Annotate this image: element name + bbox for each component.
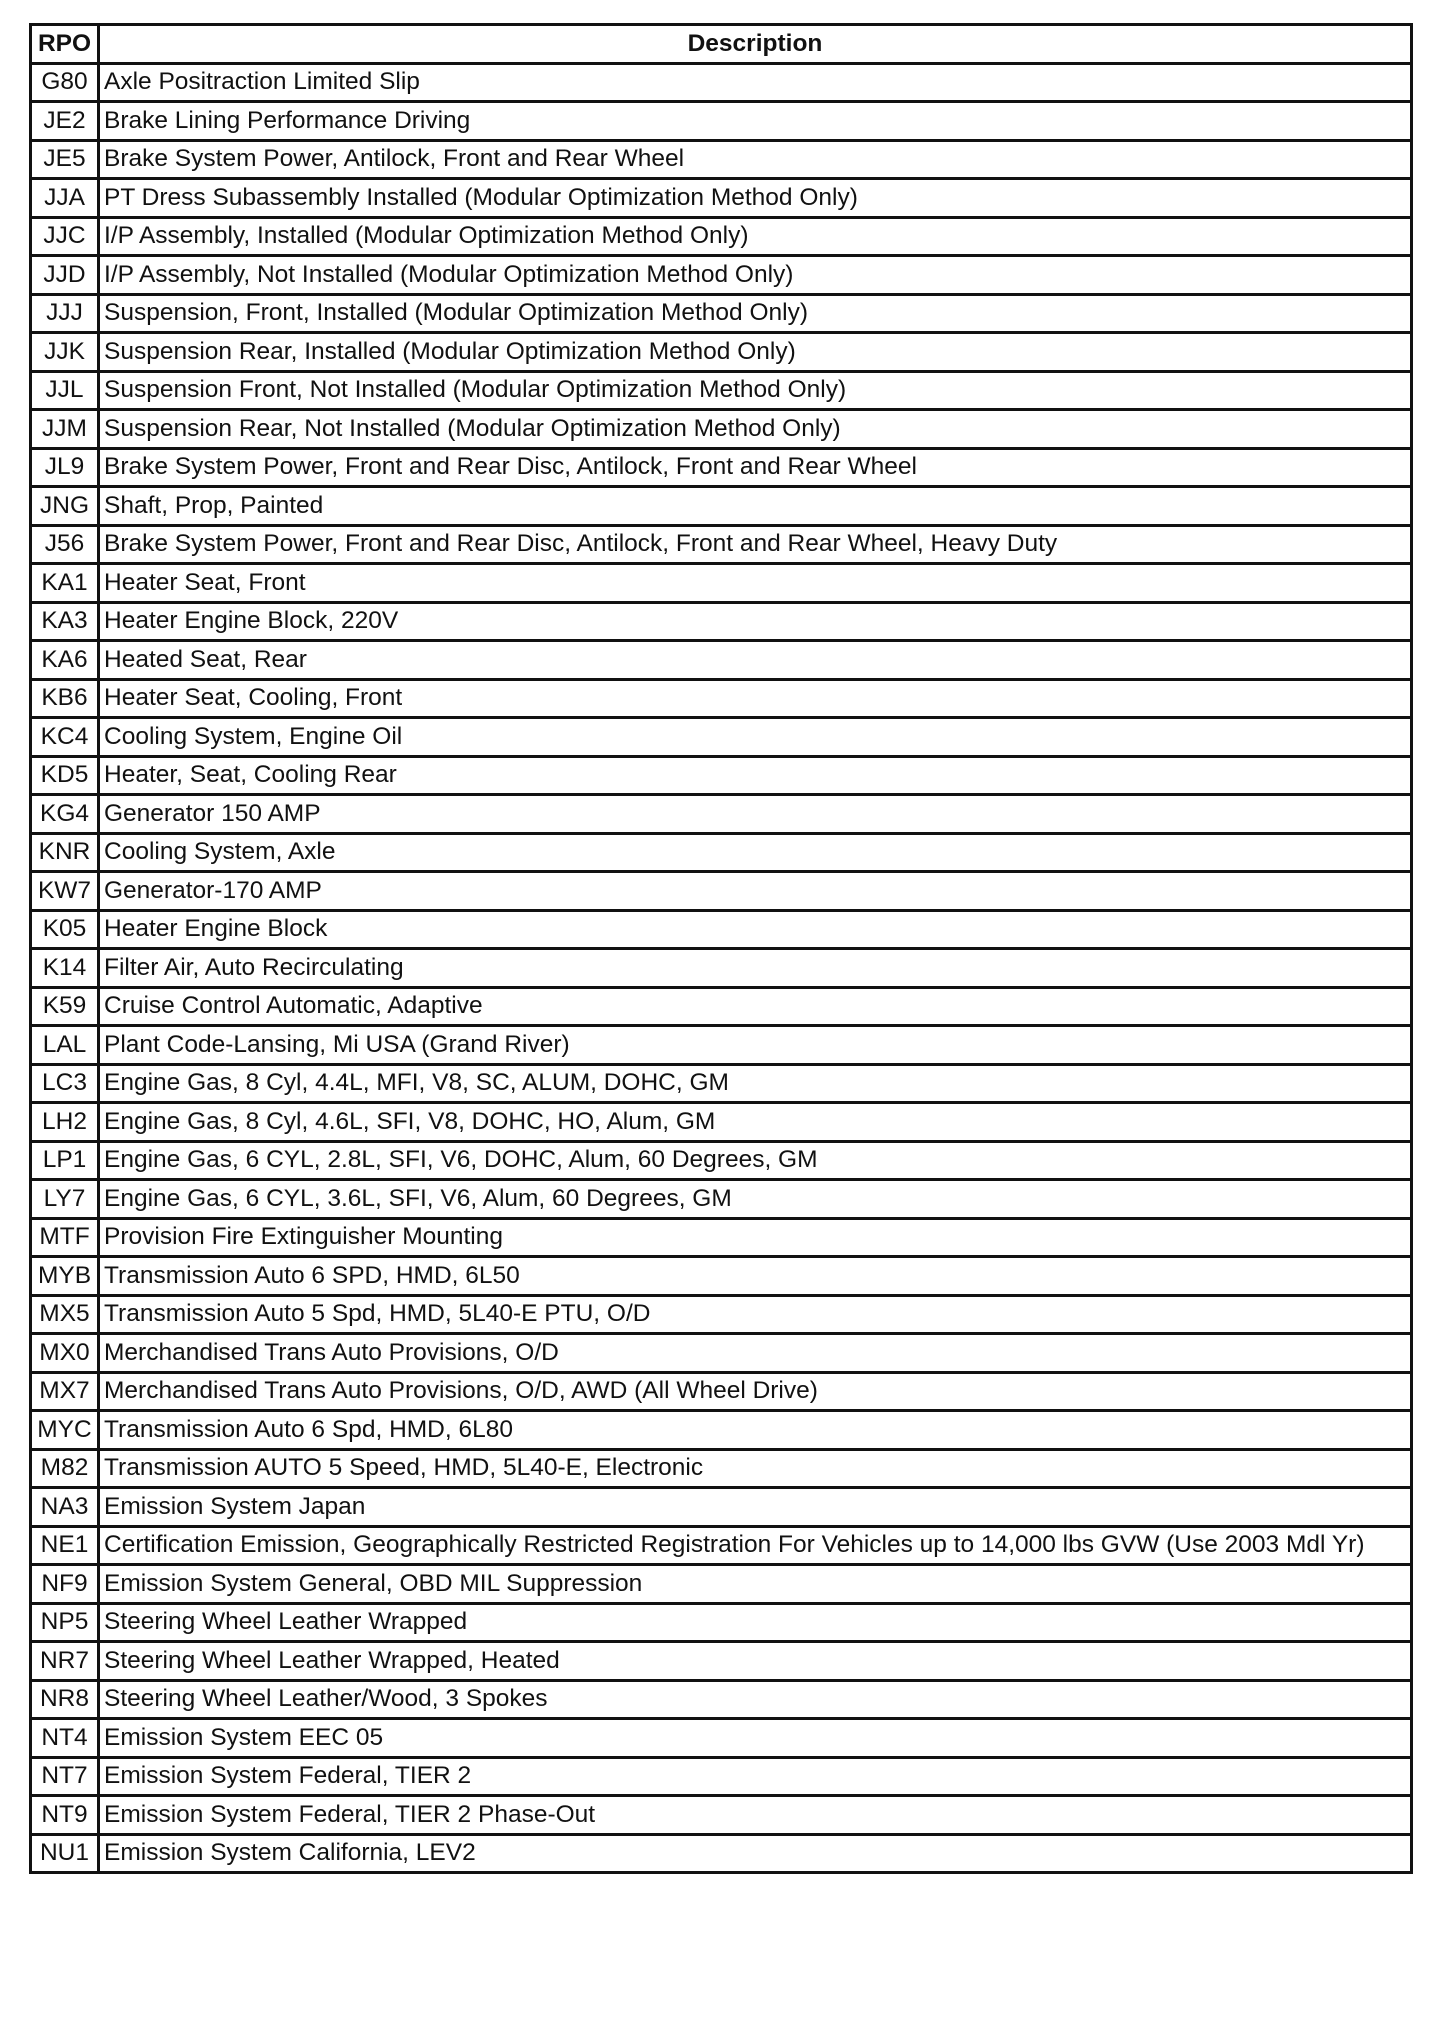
table-row xyxy=(31,1680,1412,1719)
rpo-code-cell: JJD xyxy=(31,256,99,295)
rpo-code-cell: K59 xyxy=(31,987,99,1026)
description-cell: Steering Wheel Leather Wrapped, Heated xyxy=(99,1642,1412,1681)
table-row xyxy=(31,1449,1412,1488)
rpo-code-cell: K14 xyxy=(31,949,99,988)
table-row xyxy=(31,1834,1412,1873)
table-header xyxy=(31,25,1412,64)
table-row xyxy=(31,987,1412,1026)
table-body xyxy=(31,63,1412,1873)
table-row xyxy=(31,564,1412,603)
table-row xyxy=(31,756,1412,795)
table-row xyxy=(31,1719,1412,1758)
description-cell: Generator-170 AMP xyxy=(99,872,1412,911)
rpo-code-cell: NT7 xyxy=(31,1757,99,1796)
description-cell: Transmission Auto 6 Spd, HMD, 6L80 xyxy=(99,1411,1412,1450)
rpo-code-cell: KNR xyxy=(31,833,99,872)
rpo-code-cell: NR8 xyxy=(31,1680,99,1719)
description-cell: Cooling System, Engine Oil xyxy=(99,718,1412,757)
table-row xyxy=(31,1411,1412,1450)
table-row xyxy=(31,179,1412,218)
rpo-code-cell: JJK xyxy=(31,333,99,372)
description-cell: Steering Wheel Leather/Wood, 3 Spokes xyxy=(99,1680,1412,1719)
rpo-code-cell: KA1 xyxy=(31,564,99,603)
rpo-code-cell: JL9 xyxy=(31,448,99,487)
table-row xyxy=(31,949,1412,988)
description-cell: Suspension Rear, Not Installed (Modular Optimization Method Only) xyxy=(99,410,1412,449)
table-row xyxy=(31,1141,1412,1180)
table-row xyxy=(31,1642,1412,1681)
description-cell: Engine Gas, 8 Cyl, 4.4L, MFI, V8, SC, ALUM, DOHC, GM xyxy=(99,1064,1412,1103)
table-row xyxy=(31,1257,1412,1296)
table-row xyxy=(31,448,1412,487)
description-cell: Emission System Federal, TIER 2 Phase-Out xyxy=(99,1796,1412,1835)
rpo-code-cell: KG4 xyxy=(31,795,99,834)
rpo-code-cell: JJJ xyxy=(31,294,99,333)
table-row xyxy=(31,1295,1412,1334)
rpo-code-cell: NR7 xyxy=(31,1642,99,1681)
table-row xyxy=(31,602,1412,641)
header-rpo: RPO xyxy=(31,25,99,64)
description-cell: Emission System Federal, TIER 2 xyxy=(99,1757,1412,1796)
table-row xyxy=(31,1565,1412,1604)
description-cell: Heater Engine Block, 220V xyxy=(99,602,1412,641)
description-cell: Engine Gas, 6 CYL, 3.6L, SFI, V6, Alum, 60 Degrees, GM xyxy=(99,1180,1412,1219)
rpo-code-cell: NT9 xyxy=(31,1796,99,1835)
table-row xyxy=(31,833,1412,872)
rpo-code-cell: NT4 xyxy=(31,1719,99,1758)
description-cell: Heater, Seat, Cooling Rear xyxy=(99,756,1412,795)
description-cell: Brake System Power, Antilock, Front and Rear Wheel xyxy=(99,140,1412,179)
table-row xyxy=(31,1103,1412,1142)
rpo-code-cell: MX7 xyxy=(31,1372,99,1411)
table-row xyxy=(31,294,1412,333)
rpo-code-cell: LP1 xyxy=(31,1141,99,1180)
rpo-code-cell: LH2 xyxy=(31,1103,99,1142)
rpo-code-cell: MYC xyxy=(31,1411,99,1450)
description-cell: Brake System Power, Front and Rear Disc, Antilock, Front and Rear Wheel xyxy=(99,448,1412,487)
rpo-code-cell: KA3 xyxy=(31,602,99,641)
rpo-code-cell: LY7 xyxy=(31,1180,99,1219)
rpo-code-cell: JNG xyxy=(31,487,99,526)
table-row xyxy=(31,1026,1412,1065)
table-row xyxy=(31,718,1412,757)
table-row xyxy=(31,63,1412,102)
description-cell: Brake System Power, Front and Rear Disc, Antilock, Front and Rear Wheel, Heavy Duty xyxy=(99,525,1412,564)
description-cell: Generator 150 AMP xyxy=(99,795,1412,834)
table-row xyxy=(31,333,1412,372)
table-row xyxy=(31,1796,1412,1835)
description-cell: Emission System Japan xyxy=(99,1488,1412,1527)
rpo-code-cell: KD5 xyxy=(31,756,99,795)
rpo-code-cell: J56 xyxy=(31,525,99,564)
rpo-code-cell: JJM xyxy=(31,410,99,449)
description-cell: Suspension, Front, Installed (Modular Optimization Method Only) xyxy=(99,294,1412,333)
description-cell: Merchandised Trans Auto Provisions, O/D xyxy=(99,1334,1412,1373)
rpo-code-cell: KC4 xyxy=(31,718,99,757)
table-row xyxy=(31,1757,1412,1796)
description-cell: Provision Fire Extinguisher Mounting xyxy=(99,1218,1412,1257)
description-cell: Heater Engine Block xyxy=(99,910,1412,949)
description-cell: Merchandised Trans Auto Provisions, O/D, AWD (All Wheel Drive) xyxy=(99,1372,1412,1411)
table-row xyxy=(31,910,1412,949)
rpo-code-cell: MX0 xyxy=(31,1334,99,1373)
rpo-code-cell: LAL xyxy=(31,1026,99,1065)
table-row xyxy=(31,102,1412,141)
rpo-code-cell: NU1 xyxy=(31,1834,99,1873)
table-row xyxy=(31,1218,1412,1257)
table-row xyxy=(31,410,1412,449)
rpo-code-cell: NE1 xyxy=(31,1526,99,1565)
table-row xyxy=(31,679,1412,718)
rpo-code-cell: JJC xyxy=(31,217,99,256)
description-cell: Certification Emission, Geographically Restricted Registration For Vehicles up to 14,000 lbs GVW (Use 2003 Mdl Yr) xyxy=(99,1526,1412,1565)
description-cell: Emission System General, OBD MIL Suppression xyxy=(99,1565,1412,1604)
description-cell: Suspension Rear, Installed (Modular Optimization Method Only) xyxy=(99,333,1412,372)
description-cell: Filter Air, Auto Recirculating xyxy=(99,949,1412,988)
description-cell: Steering Wheel Leather Wrapped xyxy=(99,1603,1412,1642)
table-row xyxy=(31,1526,1412,1565)
description-cell: Shaft, Prop, Painted xyxy=(99,487,1412,526)
rpo-code-cell: M82 xyxy=(31,1449,99,1488)
rpo-code-cell: JJA xyxy=(31,179,99,218)
table-row xyxy=(31,1334,1412,1373)
description-cell: I/P Assembly, Not Installed (Modular Optimization Method Only) xyxy=(99,256,1412,295)
description-cell: Engine Gas, 6 CYL, 2.8L, SFI, V6, DOHC, Alum, 60 Degrees, GM xyxy=(99,1141,1412,1180)
table-row xyxy=(31,872,1412,911)
table-row xyxy=(31,1180,1412,1219)
rpo-code-cell: NP5 xyxy=(31,1603,99,1642)
description-cell: Brake Lining Performance Driving xyxy=(99,102,1412,141)
table-row xyxy=(31,487,1412,526)
rpo-code-cell: K05 xyxy=(31,910,99,949)
description-cell: Engine Gas, 8 Cyl, 4.6L, SFI, V8, DOHC, HO, Alum, GM xyxy=(99,1103,1412,1142)
table-row xyxy=(31,256,1412,295)
header-row xyxy=(31,25,1412,64)
table-row xyxy=(31,525,1412,564)
table-row xyxy=(31,641,1412,680)
description-cell: Heater Seat, Cooling, Front xyxy=(99,679,1412,718)
description-cell: I/P Assembly, Installed (Modular Optimization Method Only) xyxy=(99,217,1412,256)
rpo-code-cell: G80 xyxy=(31,63,99,102)
rpo-code-cell: JJL xyxy=(31,371,99,410)
rpo-code-cell: MYB xyxy=(31,1257,99,1296)
description-cell: Axle Positraction Limited Slip xyxy=(99,63,1412,102)
description-cell: Transmission AUTO 5 Speed, HMD, 5L40-E, Electronic xyxy=(99,1449,1412,1488)
table-row xyxy=(31,217,1412,256)
table-row xyxy=(31,795,1412,834)
description-cell: PT Dress Subassembly Installed (Modular Optimization Method Only) xyxy=(99,179,1412,218)
rpo-code-cell: JE5 xyxy=(31,140,99,179)
description-cell: Transmission Auto 5 Spd, HMD, 5L40-E PTU, O/D xyxy=(99,1295,1412,1334)
description-cell: Heated Seat, Rear xyxy=(99,641,1412,680)
description-cell: Emission System California, LEV2 xyxy=(99,1834,1412,1873)
rpo-code-cell: NA3 xyxy=(31,1488,99,1527)
description-cell: Cooling System, Axle xyxy=(99,833,1412,872)
rpo-code-cell: NF9 xyxy=(31,1565,99,1604)
rpo-code-cell: KB6 xyxy=(31,679,99,718)
table-row xyxy=(31,1372,1412,1411)
description-cell: Suspension Front, Not Installed (Modular Optimization Method Only) xyxy=(99,371,1412,410)
rpo-code-cell: KW7 xyxy=(31,872,99,911)
description-cell: Cruise Control Automatic, Adaptive xyxy=(99,987,1412,1026)
rpo-code-cell: MTF xyxy=(31,1218,99,1257)
description-cell: Plant Code-Lansing, Mi USA (Grand River) xyxy=(99,1026,1412,1065)
table-row xyxy=(31,1603,1412,1642)
description-cell: Emission System EEC 05 xyxy=(99,1719,1412,1758)
rpo-code-cell: KA6 xyxy=(31,641,99,680)
table-row xyxy=(31,371,1412,410)
table-row xyxy=(31,1064,1412,1103)
description-cell: Heater Seat, Front xyxy=(99,564,1412,603)
rpo-code-cell: LC3 xyxy=(31,1064,99,1103)
description-cell: Transmission Auto 6 SPD, HMD, 6L50 xyxy=(99,1257,1412,1296)
rpo-table xyxy=(29,23,1413,1874)
table-row xyxy=(31,1488,1412,1527)
rpo-code-cell: MX5 xyxy=(31,1295,99,1334)
header-description: Description xyxy=(99,25,1412,64)
table-row xyxy=(31,140,1412,179)
rpo-code-cell: JE2 xyxy=(31,102,99,141)
